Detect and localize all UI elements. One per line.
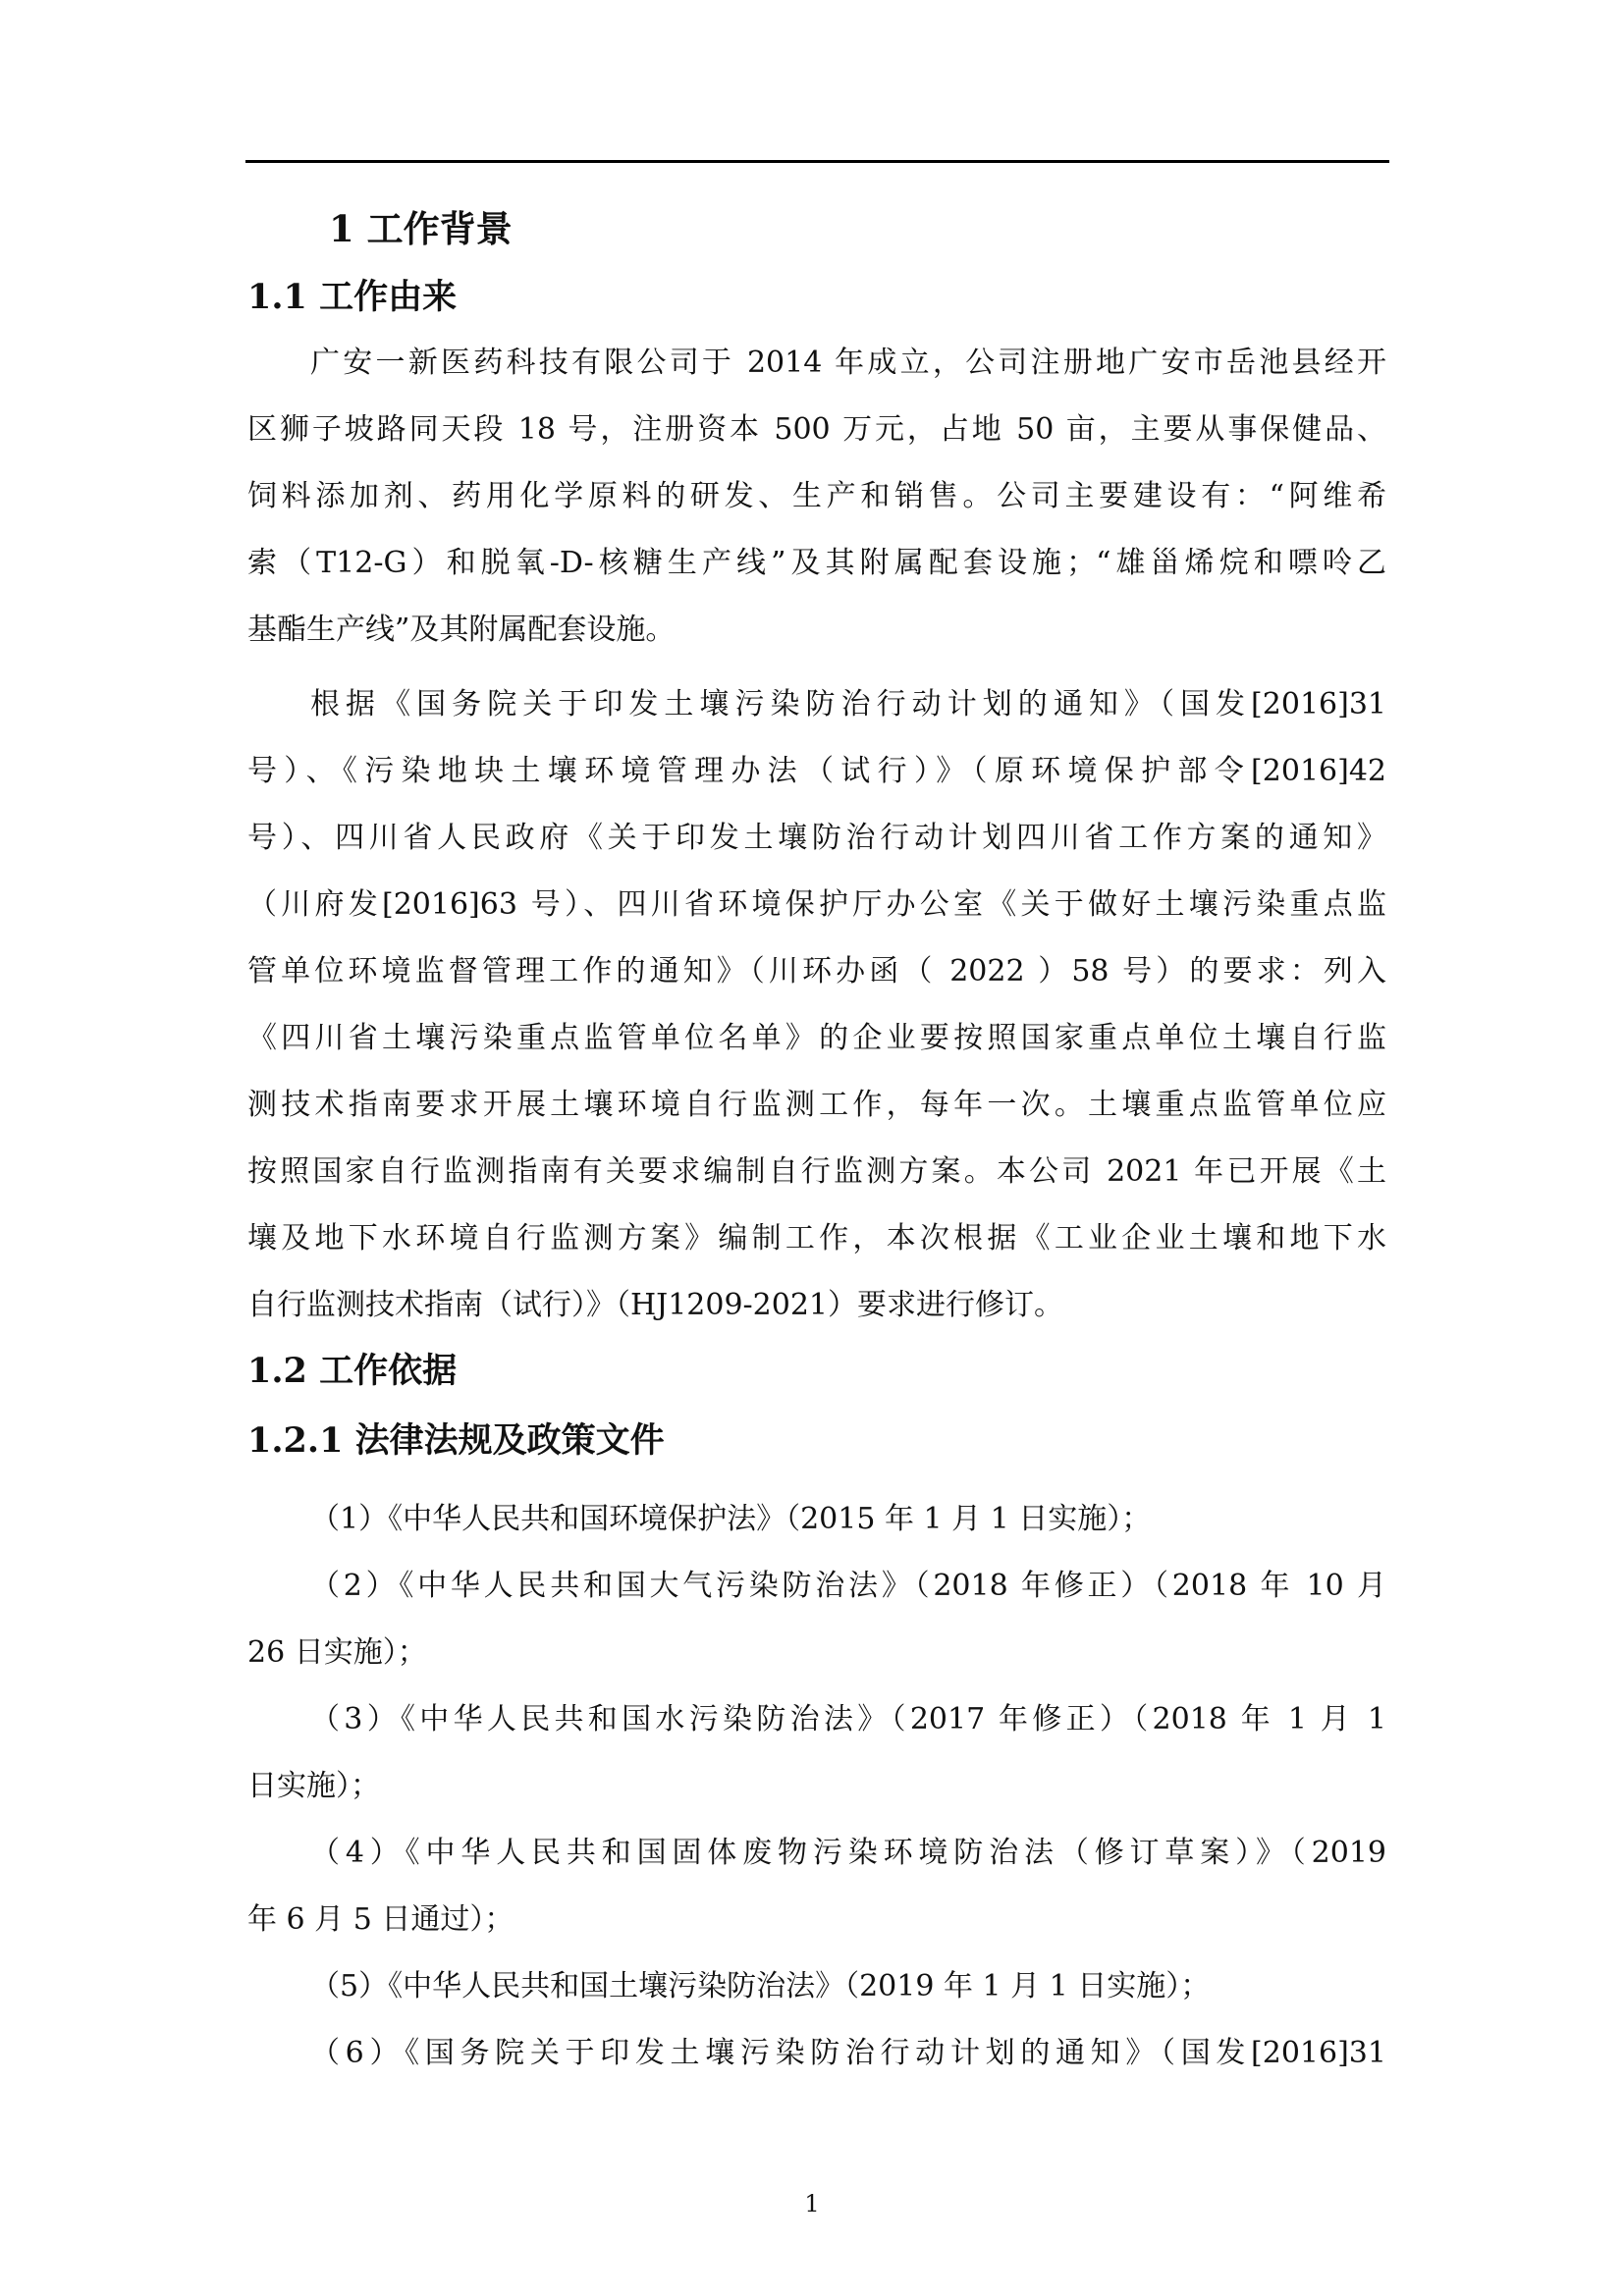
section-1-heading: 1 工作背景 bbox=[329, 207, 513, 250]
section-1-1-paragraph-1 bbox=[247, 330, 1386, 664]
paragraph-line: 区狮子坡路同天段 18 号，注册资本 500 万元，占地 50 亩，主要从事保健品、 bbox=[247, 412, 1386, 447]
paragraph-line: （川府发[2016]63 号）、四川省环境保护厅办公室《关于做好土壤污染重点监 bbox=[247, 887, 1386, 922]
paragraph-line: 根据《国务院关于印发土壤污染防治行动计划的通知》（国发[2016]31 bbox=[310, 687, 1386, 721]
paragraph-line: 号）、《污染地块土壤环境管理办法（试行）》（原环境保护部令[2016]42 bbox=[247, 754, 1386, 788]
law-item-line: （5）《中华人民共和国土壤污染防治法》（2019 年 1 月 1 日实施）； bbox=[310, 1969, 1211, 2003]
law-item-line: （3）《中华人民共和国水污染防治法》（2017 年修正）（2018 年 1 月 1 bbox=[310, 1702, 1386, 1736]
law-item-line: 26 日实施）； bbox=[247, 1635, 427, 1670]
law-list bbox=[247, 1486, 1386, 2087]
header-rule bbox=[245, 160, 1389, 163]
page-content bbox=[247, 192, 1386, 2087]
paragraph-line: 管单位环境监督管理工作的通知》（川环办函（ 2022 ）58 号）的要求：列入 bbox=[247, 954, 1386, 988]
paragraph-line: 号）、四川省人民政府《关于印发土壤防治行动计划四川省工作方案的通知》 bbox=[247, 821, 1386, 855]
paragraph-line: 广安一新医药科技有限公司于 2014 年成立，公司注册地广安市岳池县经开 bbox=[310, 346, 1386, 380]
section-1-2-1-heading: 1.2.1 法律法规及政策文件 bbox=[247, 1420, 665, 1461]
paragraph-line: 自行监测技术指南（试行）》（HJ1209-2021）要求进行修订。 bbox=[247, 1288, 1064, 1322]
law-list-item bbox=[247, 1820, 1386, 1953]
section-1-1-heading: 1.1 工作由来 bbox=[247, 277, 458, 317]
section-1-2-heading: 1.2 工作依据 bbox=[247, 1351, 458, 1391]
paragraph-line: 按照国家自行监测指南有关要求编制自行监测方案。本公司 2021 年已开展《土 bbox=[247, 1154, 1386, 1189]
section-1-1-paragraph-2 bbox=[247, 671, 1386, 1339]
law-item-line: （1）《中华人民共和国环境保护法》（2015 年 1 月 1 日实施）； bbox=[310, 1502, 1152, 1536]
law-item-line: 年 6 月 5 日通过）； bbox=[247, 1902, 514, 1937]
paragraph-line: 索（T12-G）和脱氧-D-核糖生产线”及其附属配套设施；“雄甾烯烷和嘌呤乙 bbox=[247, 546, 1386, 580]
law-item-line: （4）《中华人民共和国固体废物污染环境防治法（修订草案）》（2019 bbox=[310, 1836, 1386, 1870]
law-item-line: （6）《国务院关于印发土壤污染防治行动计划的通知》（国发[2016]31 bbox=[310, 2036, 1386, 2070]
law-list-item bbox=[247, 1553, 1386, 1686]
paragraph-line: 饲料添加剂、药用化学原料的研发、生产和销售。公司主要建设有：“阿维希 bbox=[247, 479, 1386, 513]
paragraph-line: 壤及地下水环境自行监测方案》编制工作，本次根据《工业企业土壤和地下水 bbox=[247, 1221, 1386, 1255]
paragraph-line: 测技术指南要求开展土壤环境自行监测工作，每年一次。土壤重点监管单位应 bbox=[247, 1088, 1386, 1122]
page-number: 1 bbox=[804, 2190, 820, 2217]
law-item-line: 日实施）； bbox=[247, 1769, 380, 1803]
paragraph-line: 《四川省土壤污染重点监管单位名单》的企业要按照国家重点单位土壤自行监 bbox=[247, 1021, 1386, 1055]
law-list-item bbox=[247, 1686, 1386, 1820]
law-list-item bbox=[247, 2020, 1386, 2087]
law-list-item bbox=[247, 1486, 1386, 1553]
law-item-line: （2）《中华人民共和国大气污染防治法》（2018 年修正）（2018 年 10 月 bbox=[310, 1569, 1386, 1603]
law-list-item bbox=[247, 1953, 1386, 2020]
paragraph-line: 基酯生产线”及其附属配套设施。 bbox=[247, 613, 676, 647]
